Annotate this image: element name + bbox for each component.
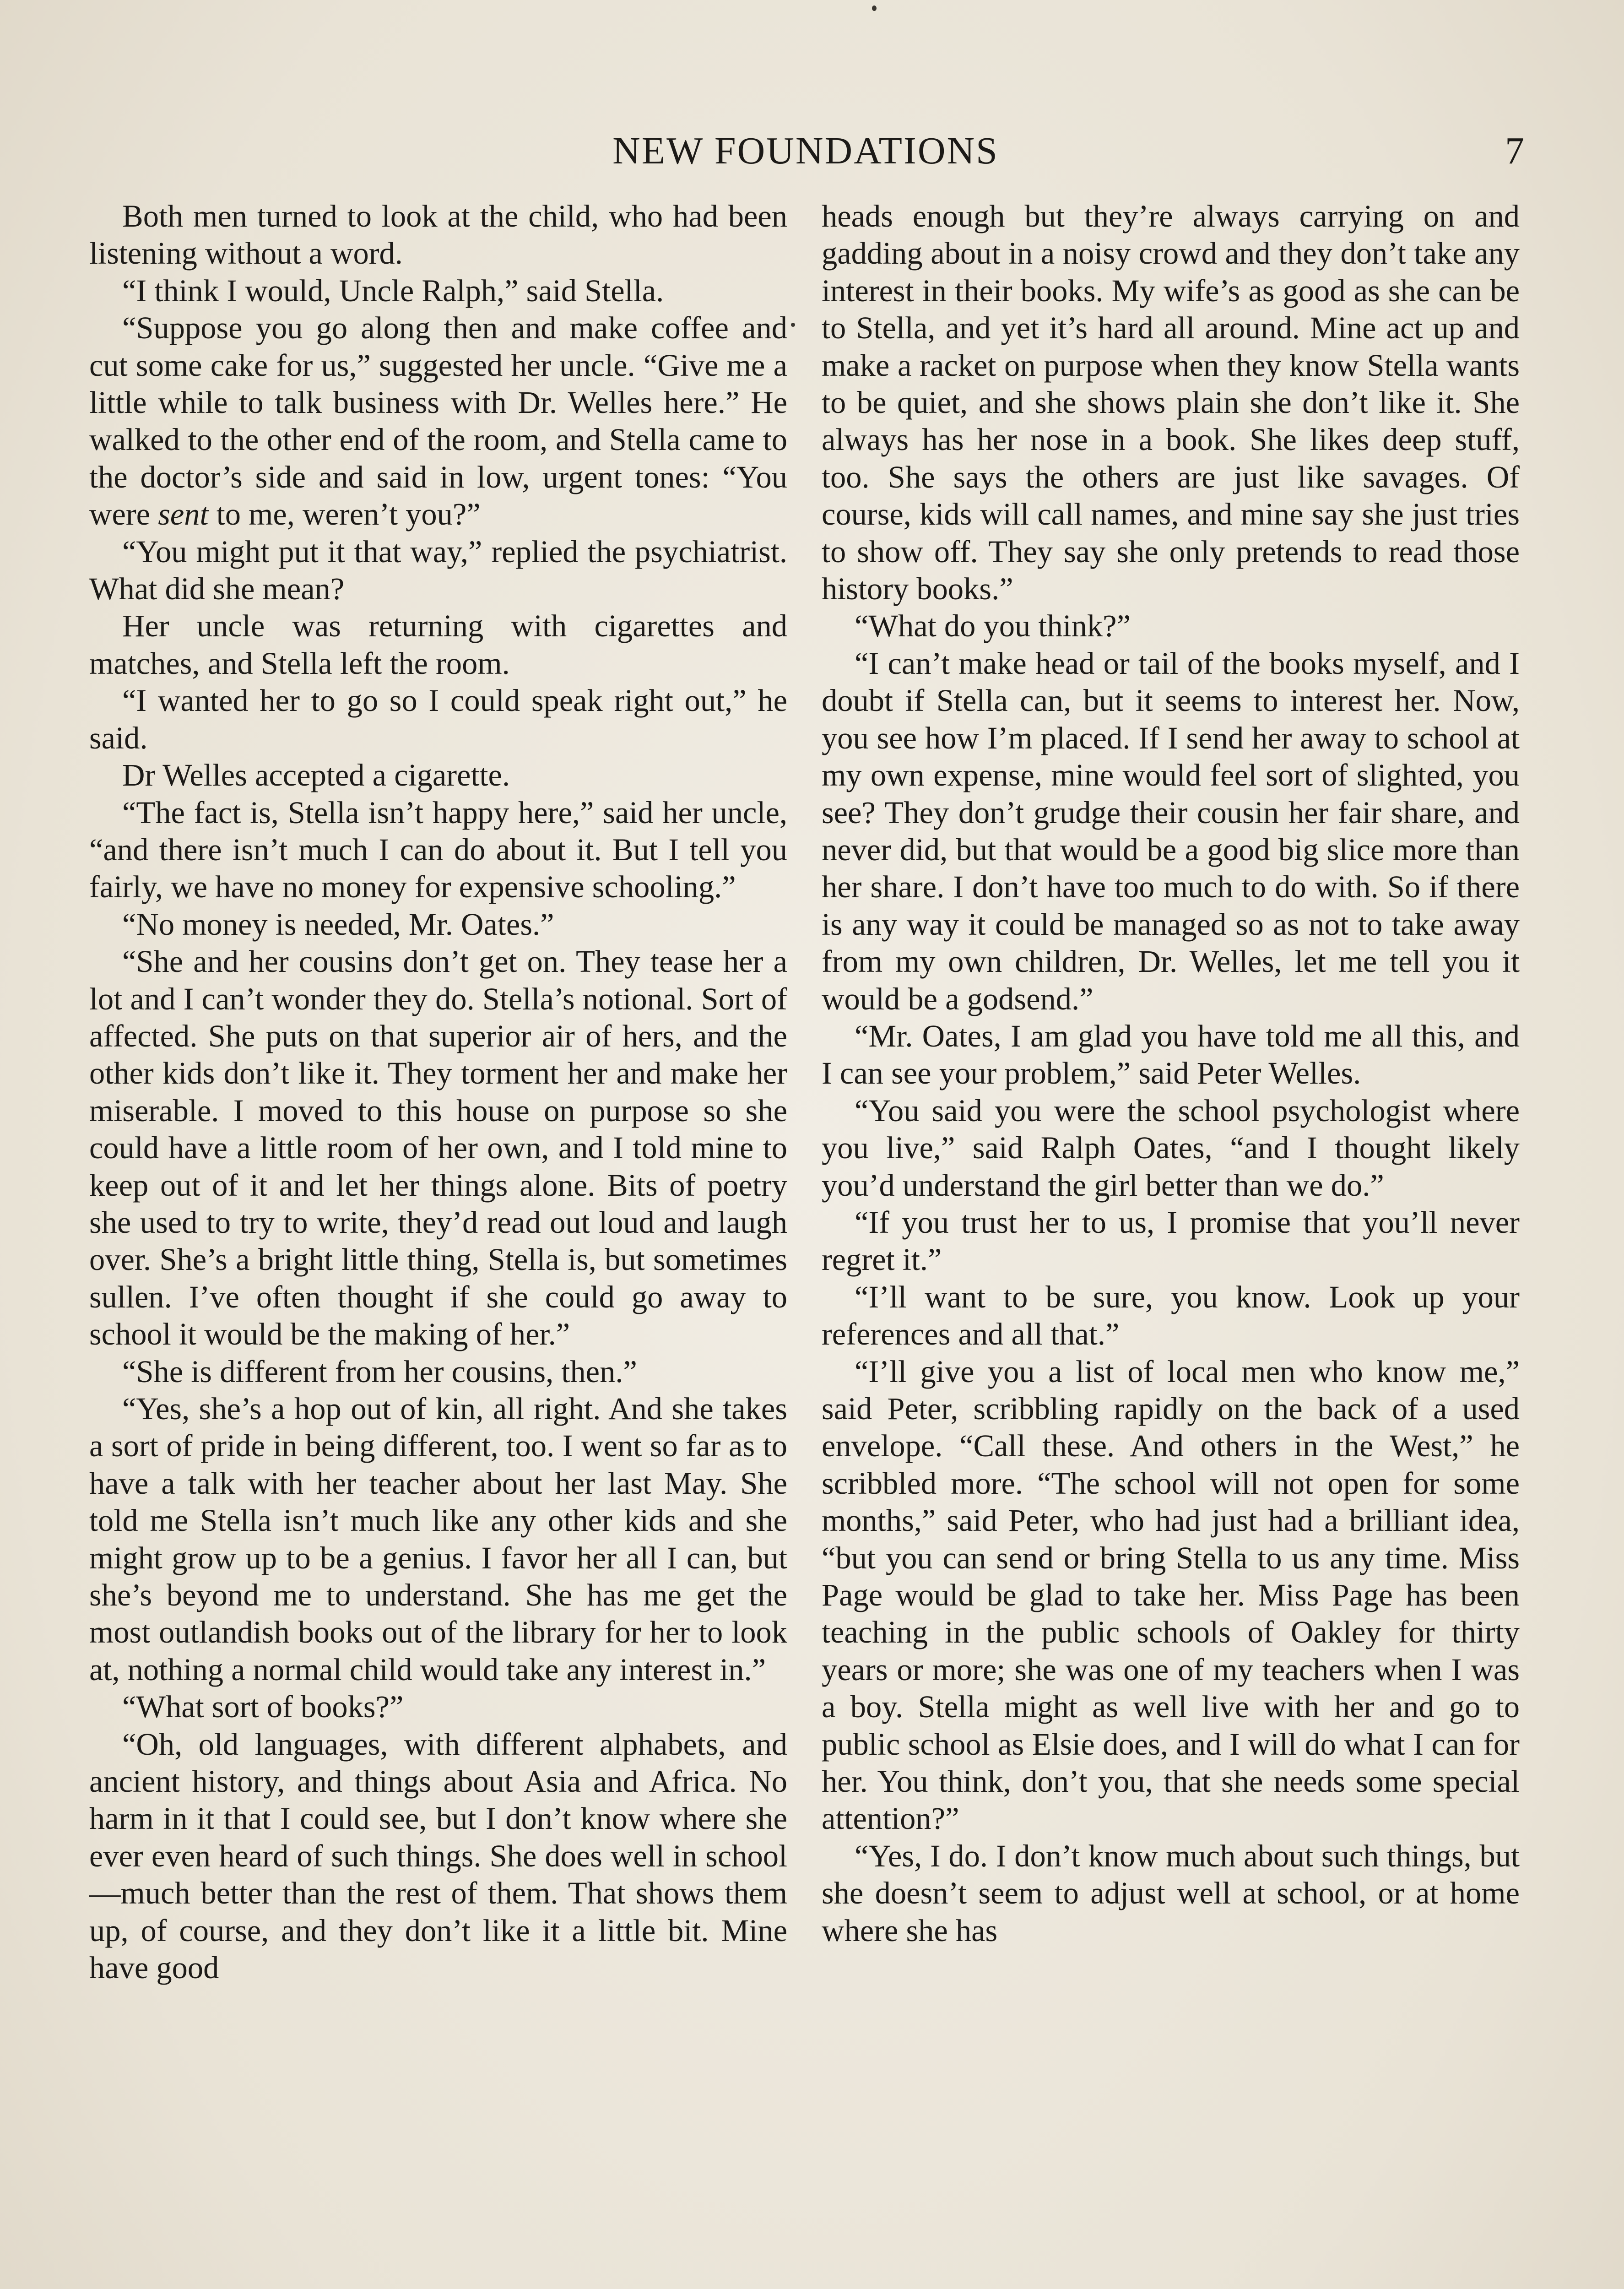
paragraph: “You might put it that way,” replied the psychiatrist. What did she mean? <box>89 534 787 607</box>
paragraph: Both men turned to look at the child, who had been listening without a word. <box>89 199 787 271</box>
paragraph: “She and her cousins don’t get on. They tease her a lot and I can’t wonder they do. Stella’s notional. Sort of affected. She puts on that superior air of hers, and the other kids don’t like it. They torment her and make her miserable. I moved to this house on purpose so she could have a little room of her own, and I told mine to keep out of it and let her things alone. Bits of poetry she used to try to write, they’d read out loud and laugh over. She’s a bright little thing, Stella is, but sometimes sullen. I’ve often thought if she could go away to school it would be the making of her.” <box>89 944 787 1352</box>
page-number: 7 <box>1505 130 1524 172</box>
paragraph: “No money is needed, Mr. Oates.” <box>122 906 554 942</box>
paragraph: “I’ll want to be sure, you know. Look up your references and all that.” <box>822 1279 1520 1352</box>
text-run: to me, weren’t you?” <box>208 497 481 532</box>
running-title: NEW FOUNDATIONS <box>612 130 999 172</box>
paragraph: “I can’t make head or tail of the books myself, and I doubt if Stella can, but it seems to interest her. Now, you see how I’m placed. If I send her away to school at my own expense, mine would feel sort of slighted, you see? They don’t grudge their cousin her fair share, and never did, but that would be a good big slice more than her share. I don’t have too much to do with. So if there is any way it could be managed so as not to take away from my own children, Dr. Welles, let me tell you it would be a godsend.” <box>822 645 1520 1016</box>
paragraph-continued: heads enough but they’re always carrying on and gadding about in a noisy crowd and they don’t take any interest in their books. My wife’s as good as she can be to Stella, and yet it’s hard all around. Mine act up and make a racket on purpose when they know Stella wants to be quiet, and she shows plain she don’t like it. She always has her nose in a book. She likes deep stuff, too. She says the others are just like savages. Of course, kids will call names, and mine say she just tries to show off. They say she only pretends to read those history books.” <box>822 199 1520 607</box>
print-speck <box>872 5 877 11</box>
paragraph: “I wanted her to go so I could speak right out,” he said. <box>89 683 787 755</box>
paragraph: “You said you were the school psychologist where you live,” said Ralph Oates, “and I thought likely you’d understand the girl better than we do.” <box>822 1093 1520 1203</box>
paragraph: “Yes, she’s a hop out of kin, all right. And she takes a sort of pride in being different, too. I went so far as to have a talk with her teacher about her last May. She told me Stella isn’t much like any other kids and she might grow up to be a genius. I favor her all I can, but she’s beyond me to understand. She has me get the most outlandish books out of the library for her to look at, nothing a normal child would take any interest in.” <box>89 1391 787 1687</box>
right-column <box>822 198 1520 2289</box>
paragraph: “Oh, old languages, with different alphabets, and ancient history, and things about Asia and Africa. No harm in it that I could see, but I don’t know where she ever even heard of such things. She does well in school—much better than the rest of them. That shows them up, of course, and they don’t like it a little bit. Mine have good <box>89 1726 787 1985</box>
paragraph: Her uncle was returning with cigarettes and matches, and Stella left the room. <box>89 608 787 681</box>
emphasized-word: sent <box>158 497 209 532</box>
paragraph: “The fact is, Stella isn’t happy here,” said her uncle, “and there isn’t much I can do about it. But I tell you fairly, we have no money for expensive schooling.” <box>89 795 787 905</box>
print-speck <box>791 323 795 327</box>
page-header <box>87 126 1524 176</box>
paragraph: “Mr. Oates, I am glad you have told me all this, and I can see your problem,” said Peter Welles. <box>822 1018 1520 1091</box>
paragraph: “She is different from her cousins, then.” <box>122 1354 637 1389</box>
paragraph: “Yes, I do. I don’t know much about such things, but she doesn’t seem to adjust well at school, or at home where she has <box>822 1838 1520 1948</box>
text-run: “Suppose you go along then and make coffee and cut some cake for us,” suggested her uncle. “Give me a little while to talk business with Dr. Welles here.” He walked to the other end of the room, and Stella came to the doctor’s side and said in low, urgent tones: “You were <box>89 310 787 532</box>
paragraph-with-emphasis <box>89 309 787 533</box>
paragraph: “What do you think?” <box>855 608 1131 644</box>
paragraph: “I think I would, Uncle Ralph,” said Stella. <box>122 273 664 308</box>
left-column <box>89 198 787 2289</box>
paragraph: Dr Welles accepted a cigarette. <box>122 758 510 793</box>
paragraph: “What sort of books?” <box>122 1689 404 1725</box>
paragraph: “If you trust her to us, I promise that you’ll never regret it.” <box>822 1204 1520 1277</box>
paragraph: “I’ll give you a list of local men who know me,” said Peter, scribbling rapidly on the back of a used envelope. “Call these. And others in the West,” he scribbled more. “The school will not open for some months,” said Peter, who had just had a brilliant idea, “but you can send or bring Stella to us any time. Miss Page would be glad to take her. Miss Page has been teaching in the public schools of Oakley for thirty years or more; she was one of my teachers when I was a boy. Stella might as well live with her and go to public school as Elsie does, and I will do what I can for her. You think, don’t you, that she needs some special attention?” <box>822 1354 1520 1836</box>
